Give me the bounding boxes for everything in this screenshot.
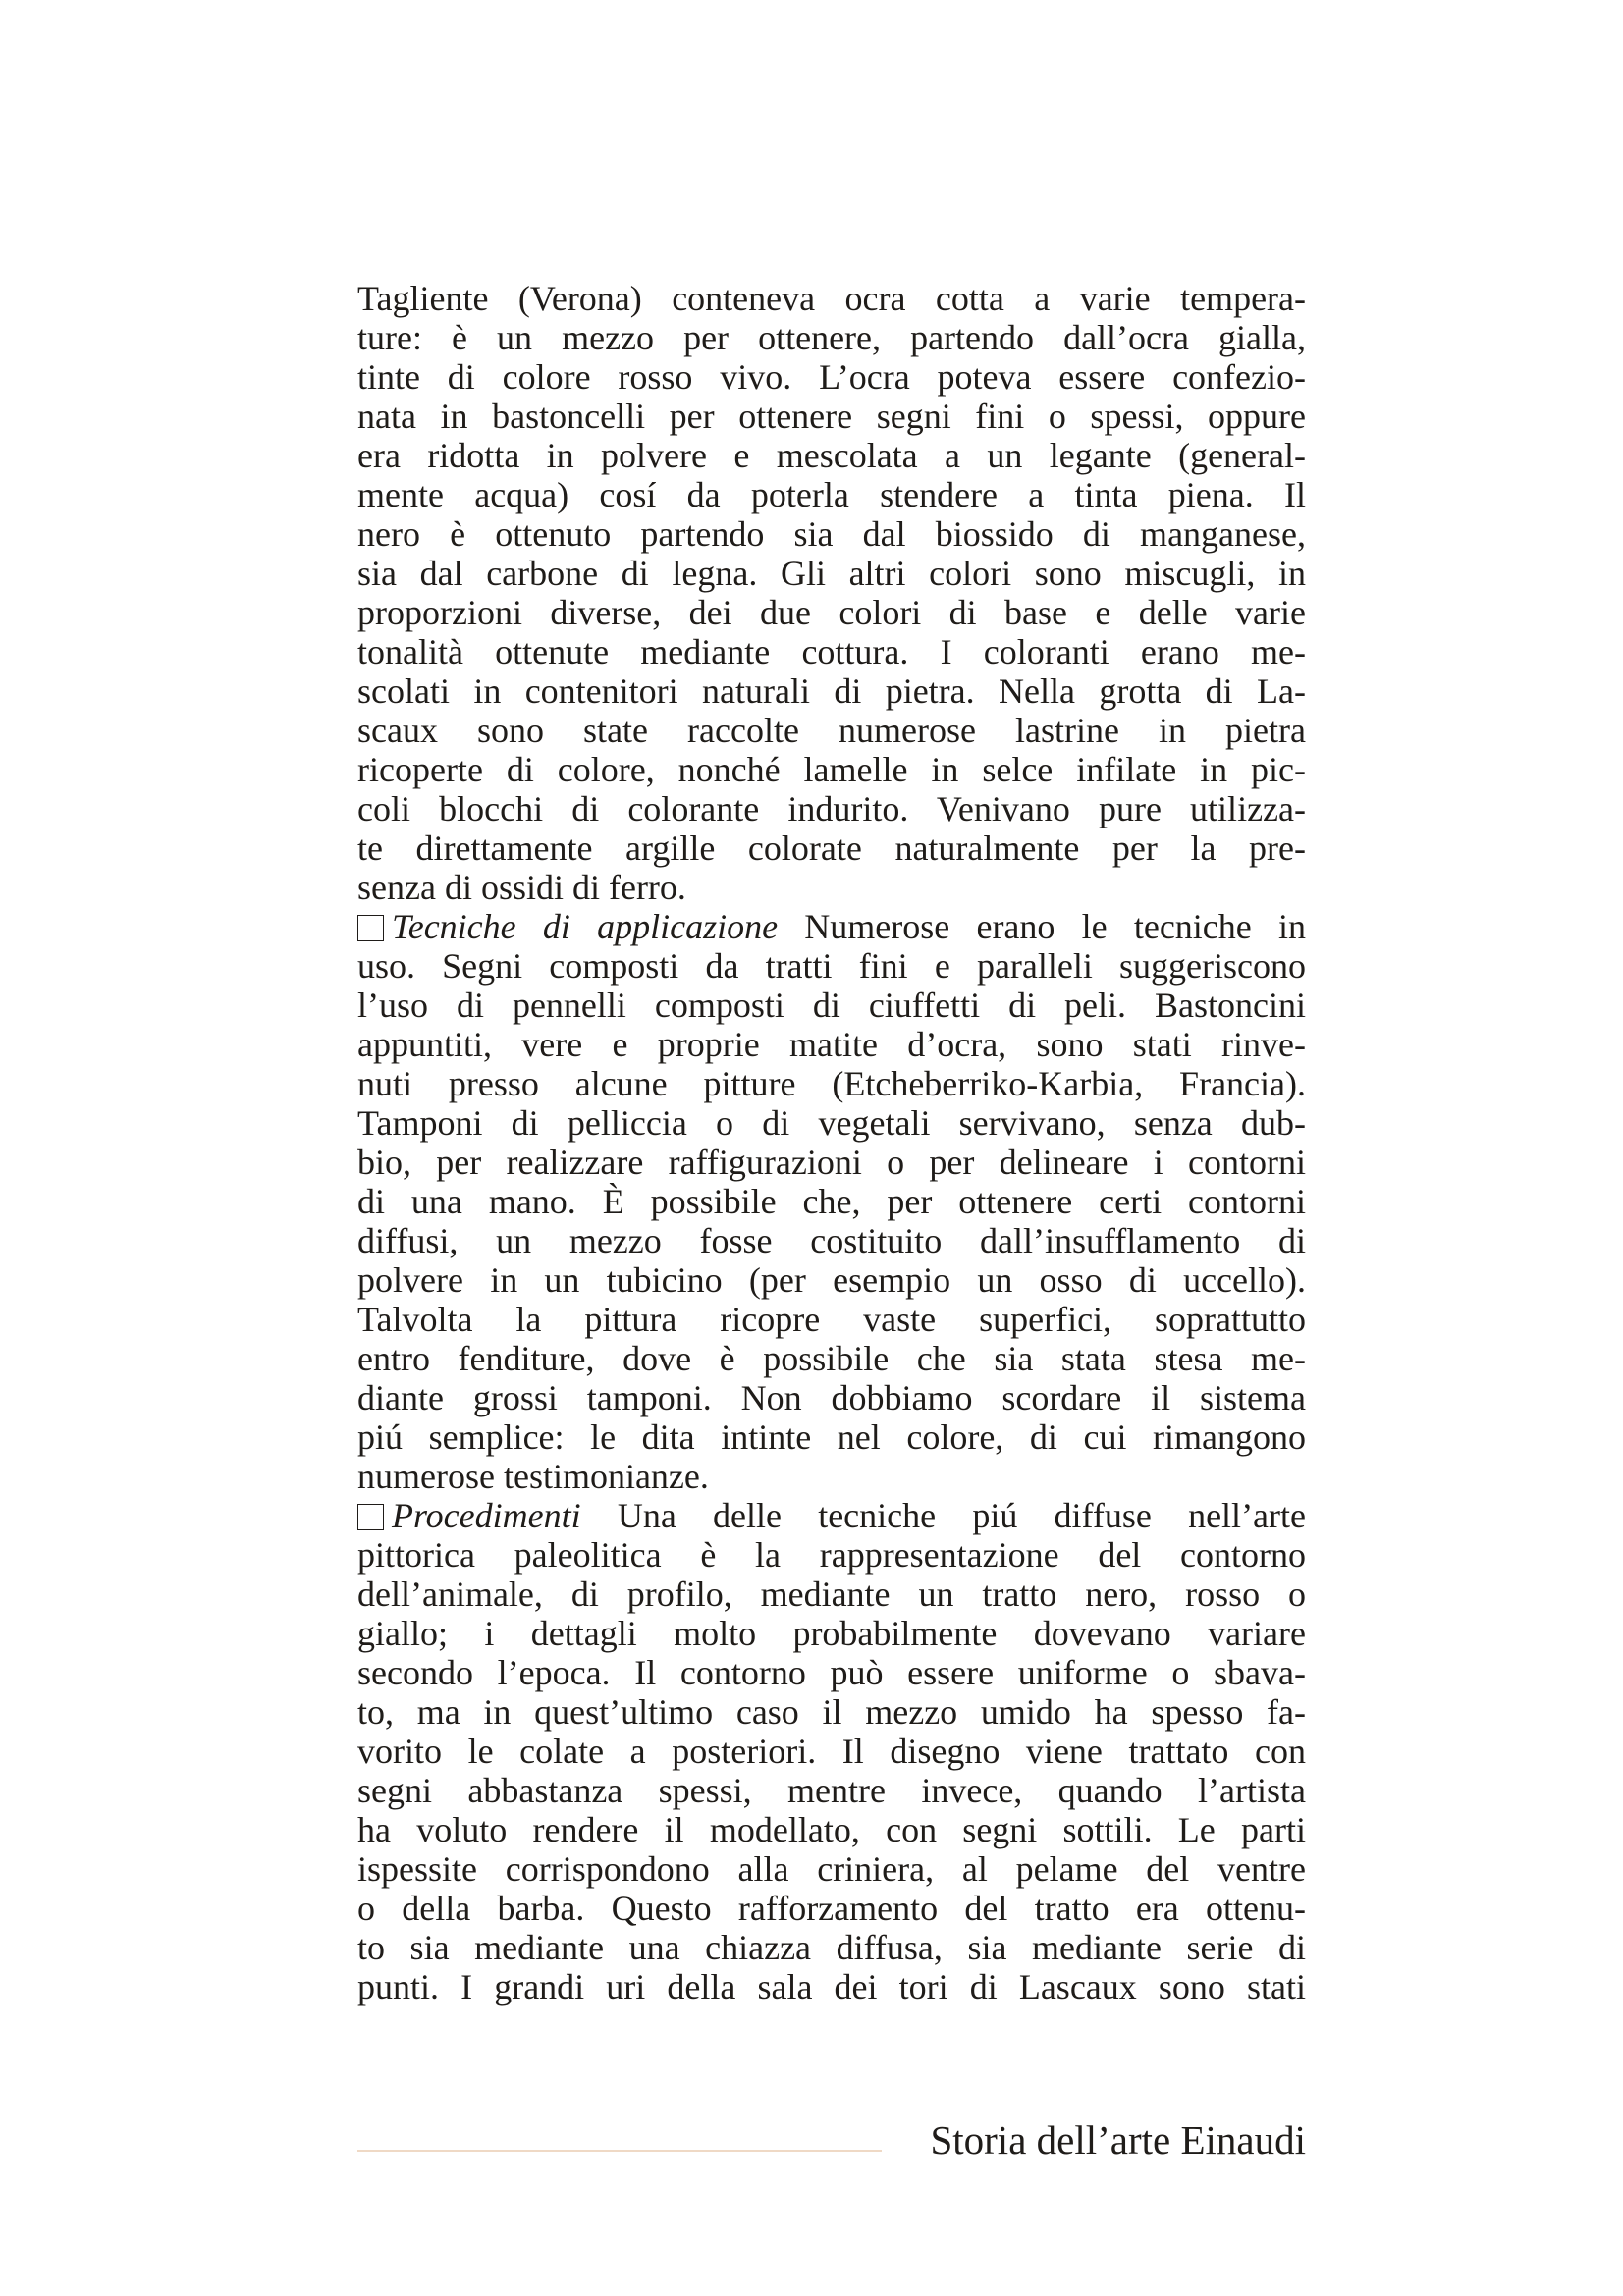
text-line: diante grossi tamponi. Non dobbiamo scordare il sistema xyxy=(357,1378,1306,1417)
text-line: dell’animale, di profilo, mediante un tratto nero, rosso o xyxy=(357,1575,1306,1614)
text-line: to sia mediante una chiazza diffusa, sia mediante serie di xyxy=(357,1928,1306,1967)
text-line: l’uso di pennelli composti di ciuffetti di peli. Bastoncini xyxy=(357,986,1306,1025)
text-line: entro fenditure, dove è possibile che sia stata stesa me- xyxy=(357,1339,1306,1378)
footer-divider xyxy=(357,2150,882,2152)
text-line: te direttamente argille colorate naturalmente per la pre- xyxy=(357,828,1306,868)
text-line: bio, per realizzare raffigurazioni o per delineare i contorni xyxy=(357,1143,1306,1182)
text-line: ispessite corrispondono alla criniera, al pelame del ventre xyxy=(357,1849,1306,1889)
text-line: scaux sono state raccolte numerose lastrine in pietra xyxy=(357,711,1306,750)
text-line: era ridotta in polvere e mescolata a un legante (general- xyxy=(357,436,1306,475)
text-line: vorito le colate a posteriori. Il disegno viene trattato con xyxy=(357,1732,1306,1771)
text-line: nero è ottenuto partendo sia dal biossido di manganese, xyxy=(357,514,1306,554)
text-line: numerose testimonianze. xyxy=(357,1457,709,1496)
page-footer xyxy=(357,2112,1306,2171)
text-line: secondo l’epoca. Il contorno può essere uniforme o sbava- xyxy=(357,1653,1306,1692)
empty-square-icon xyxy=(357,915,384,941)
empty-square-icon xyxy=(357,1504,384,1530)
text-line: polvere in un tubicino (per esempio un osso di uccello). xyxy=(357,1260,1306,1300)
text-line: appuntiti, vere e proprie matite d’ocra, sono stati rinve- xyxy=(357,1025,1306,1064)
text-line: diffusi, un mezzo fosse costituito dall’insufflamento di xyxy=(357,1221,1306,1260)
text-line: piú semplice: le dita intinte nel colore, di cui rimangono xyxy=(357,1417,1306,1457)
text-line: senza di ossidi di ferro. xyxy=(357,868,686,907)
text-line: nuti presso alcune pitture (Etcheberriko-Karbia, Francia). xyxy=(357,1064,1306,1103)
text-line: o della barba. Questo rafforzamento del tratto era ottenu- xyxy=(357,1889,1306,1928)
section-heading: Procedimenti xyxy=(392,1496,581,1535)
text-line: Tamponi di pelliccia o di vegetali servivano, senza dub- xyxy=(357,1103,1306,1143)
text-line: to, ma in quest’ultimo caso il mezzo umido ha spesso fa- xyxy=(357,1692,1306,1732)
text-line: punti. I grandi uri della sala dei tori di Lascaux sono stati xyxy=(357,1967,1306,2006)
section-heading: Tecniche di applicazione xyxy=(392,907,779,946)
text-line: Talvolta la pittura ricopre vaste superfici, soprattutto xyxy=(357,1300,1306,1339)
section-lead-text: Numerose erano le tecniche in xyxy=(778,907,1306,946)
text-line: scolati in contenitori naturali di pietra. Nella grotta di La- xyxy=(357,671,1306,711)
section-heading-line xyxy=(357,1496,1306,1535)
text-line: proporzioni diverse, dei due colori di base e delle varie xyxy=(357,593,1306,632)
text-line: uso. Segni composti da tratti fini e paralleli suggeriscono xyxy=(357,946,1306,986)
text-line: tinte di colore rosso vivo. L’ocra poteva essere confezio- xyxy=(357,357,1306,397)
text-line: segni abbastanza spessi, mentre invece, quando l’artista xyxy=(357,1771,1306,1810)
text-line: ricoperte di colore, nonché lamelle in selce infilate in pic- xyxy=(357,750,1306,789)
text-line: Tagliente (Verona) conteneva ocra cotta a varie tempera- xyxy=(357,279,1306,318)
text-line: sia dal carbone di legna. Gli altri colori sono miscugli, in xyxy=(357,554,1306,593)
text-line: giallo; i dettagli molto probabilmente dovevano variare xyxy=(357,1614,1306,1653)
text-line: coli blocchi di colorante indurito. Venivano pure utilizza- xyxy=(357,789,1306,828)
page-body xyxy=(357,279,1306,2006)
section-lead-text: Una delle tecniche piú diffuse nell’arte xyxy=(580,1496,1306,1535)
text-line: ture: è un mezzo per ottenere, partendo dall’ocra gialla, xyxy=(357,318,1306,357)
text-line: mente acqua) cosí da poterla stendere a tinta piena. Il xyxy=(357,475,1306,514)
footer-book-title: Storia dell’arte Einaudi xyxy=(930,2117,1306,2163)
section-heading-line xyxy=(357,907,1306,946)
text-line: tonalità ottenute mediante cottura. I coloranti erano me- xyxy=(357,632,1306,671)
text-line: pittorica paleolitica è la rappresentazione del contorno xyxy=(357,1535,1306,1575)
text-line: nata in bastoncelli per ottenere segni fini o spessi, oppure xyxy=(357,397,1306,436)
text-line: di una mano. È possibile che, per ottenere certi contorni xyxy=(357,1182,1306,1221)
text-line: ha voluto rendere il modellato, con segni sottili. Le parti xyxy=(357,1810,1306,1849)
